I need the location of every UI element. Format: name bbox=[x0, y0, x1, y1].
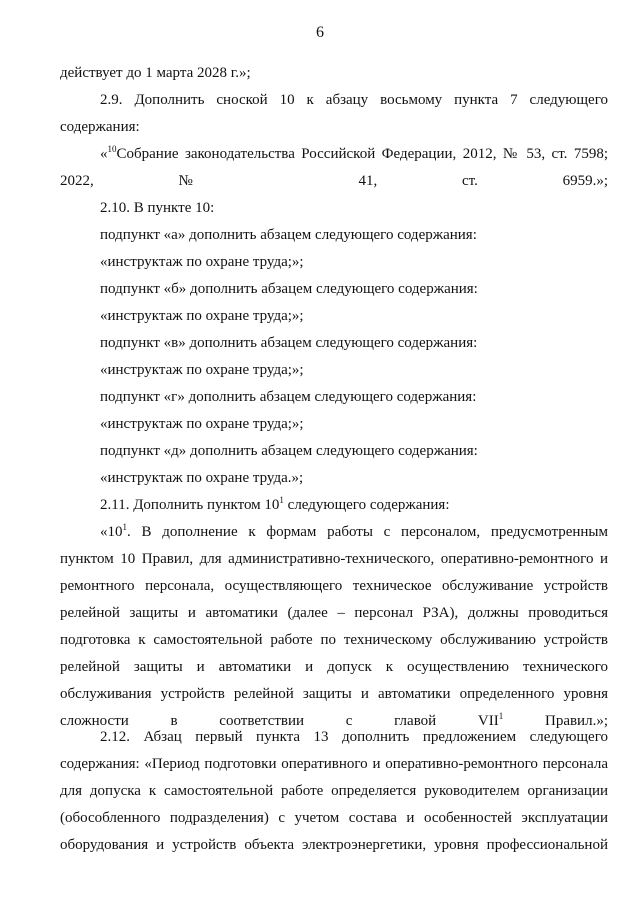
item-text-end: следующего содержания: bbox=[283, 497, 450, 513]
subitem-d: подпункт «д» дополнить абзацем следующего содержания: bbox=[100, 443, 478, 459]
paragraph-2-9: 2.9. Дополнить сноской 10 к абзацу восьмому пункта 7 следующего содержания: bbox=[60, 92, 608, 135]
superscript-mark: 1 bbox=[279, 495, 284, 505]
page-number: 6 bbox=[316, 24, 324, 41]
paragraph-2-11 bbox=[100, 492, 450, 519]
paragraph-text-end: Правил.»; bbox=[503, 713, 608, 729]
quote-g: «инструктаж по охране труда;»; bbox=[100, 416, 304, 432]
footnote-text: Собрание законодательства Российской Федерации, 2012, № 53, ст. 7598; 2022, № 41, ст. 6959.»; bbox=[60, 146, 608, 189]
item-text: 2.11. Дополнить пунктом 10 bbox=[100, 497, 280, 513]
quote-open: «10 bbox=[100, 524, 123, 540]
paragraph-continuation: действует до 1 марта 2028 г.»; bbox=[60, 65, 251, 81]
paragraph-2-10: 2.10. В пункте 10: bbox=[100, 200, 215, 216]
subitem-v: подпункт «в» дополнить абзацем следующего содержания: bbox=[100, 335, 478, 351]
footnote-mark: 10 bbox=[107, 144, 117, 154]
subitem-a: подпункт «а» дополнить абзацем следующего содержания: bbox=[100, 227, 477, 243]
subitem-g: подпункт «г» дополнить абзацем следующего содержания: bbox=[100, 389, 477, 405]
quote-a: «инструктаж по охране труда;»; bbox=[100, 254, 304, 270]
quote-b: «инструктаж по охране труда;»; bbox=[100, 308, 304, 324]
quote-v: «инструктаж по охране труда;»; bbox=[100, 362, 304, 378]
subitem-b: подпункт «б» дополнить абзацем следующего содержания: bbox=[100, 281, 478, 297]
paragraph-text: . В дополнение к формам работы с персоналом, предусмотренным пунктом 10 Правил, для административно-технического, оперативно-ремонтного и ремонтного персонала, осуществляющего техническое обслуживание устройств релейной защиты и автоматики (далее – персонал РЗА), должны проводиться подготовка к самостоятельной работе по техническому обслуживанию устройств релейной защиты и автоматики и допуск к осуществлению технического обслуживания устройств релейной защиты и автоматики определенного уровня сложности в соответствии с главой VII bbox=[60, 524, 608, 729]
quote-d: «инструктаж по охране труда.»; bbox=[100, 470, 304, 486]
chapter-superscript: 1 bbox=[498, 711, 504, 721]
quote-open: « bbox=[100, 146, 108, 162]
superscript-mark: 1 bbox=[122, 522, 127, 532]
paragraph-2-12: 2.12. Абзац первый пункта 13 дополнить предложением следующего содержания: «Период подготовки оперативного и оперативно-ремонтного персонала для допуска к самостоятельной работе определяется руководителем организации (обособленного подразделения) с учетом состава и особенностей эксплуатации оборудования и устройств объекта электроэнергетики, уровня профессиональной bbox=[60, 729, 608, 853]
